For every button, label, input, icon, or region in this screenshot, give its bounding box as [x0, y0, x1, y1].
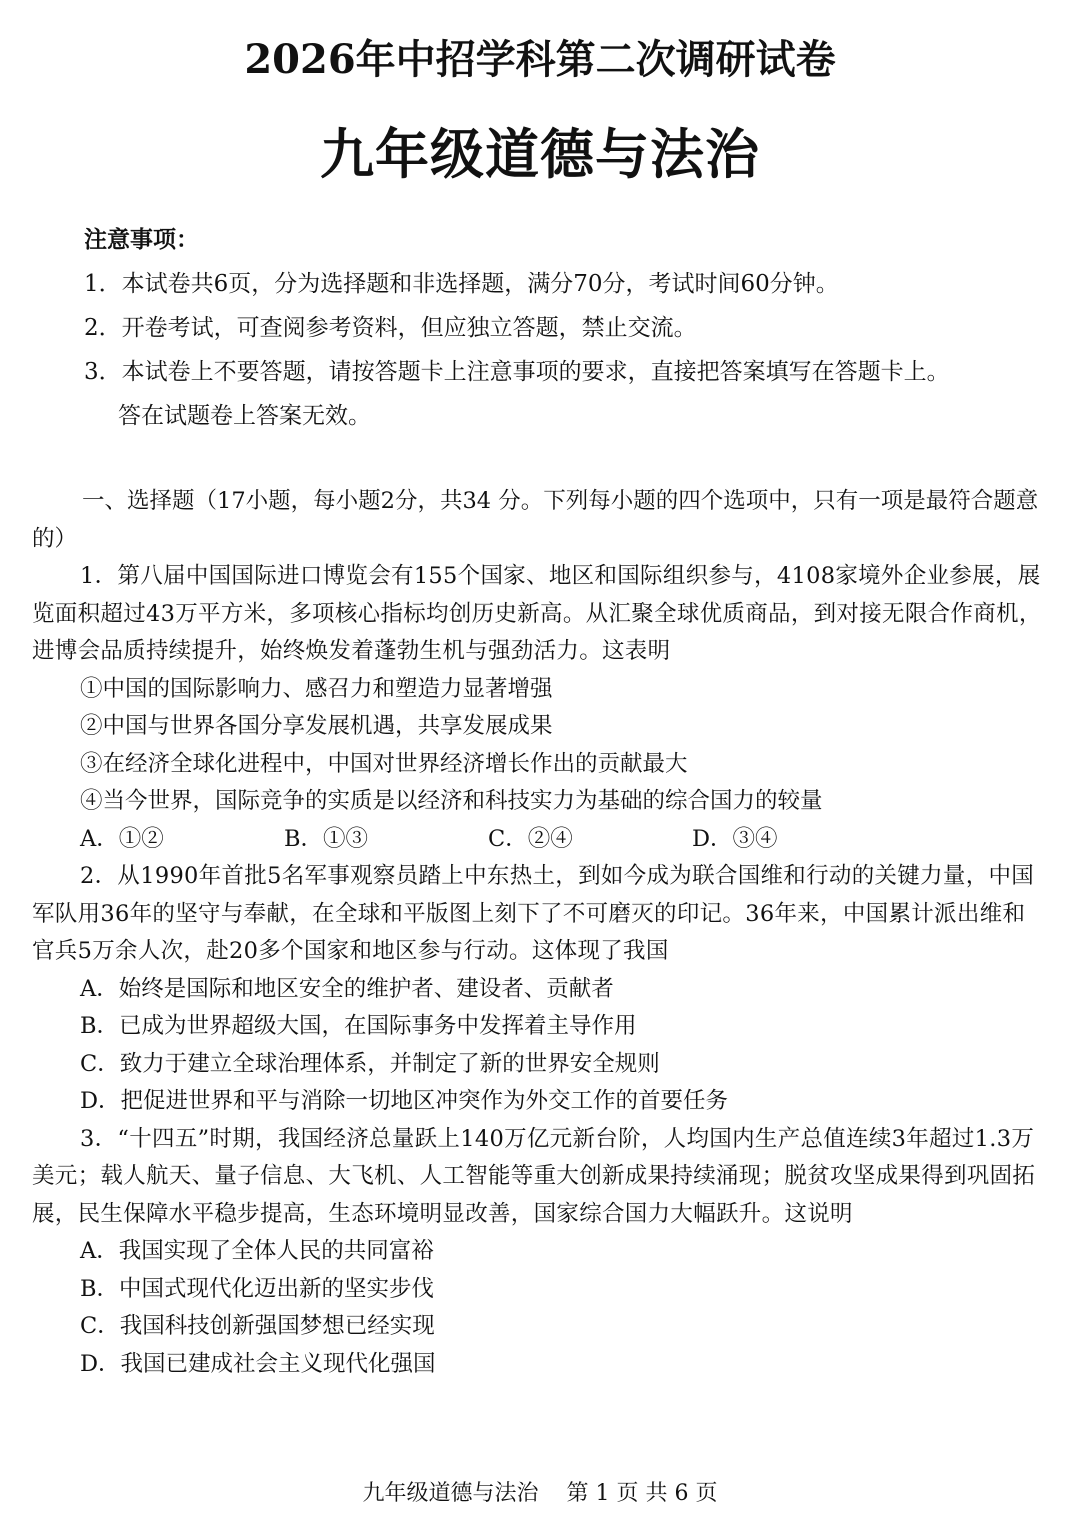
option: A．①②	[80, 825, 164, 852]
option: D．把促进世界和平与消除一切地区冲突作为外交工作的首要任务	[80, 1088, 729, 1114]
question-stem: 2．从1990年首批5名军事观察员踏上中东热土，到如今成为联合国维和行动的关键力量，中国军队用36年的坚守与奉献，在全球和平版图上刻下了不可磨灭的印记。36年来，中国累计派出维和官兵5万余人次，赴20多个国家和地区参与行动。这体现了我国	[32, 863, 1035, 964]
option: D．我国已建成社会主义现代化强国	[80, 1350, 436, 1377]
questions-area	[32, 482, 1042, 1383]
note-item: 1．本试卷共6页，分为选择题和非选择题，满分70分，考试时间60分钟。	[84, 271, 839, 297]
question-stem: 1．第八届中国国际进口博览会有155个国家、地区和国际组织参与，4108家境外企业参展，展览面积超过43万平方米，多项核心指标均创历史新高。从汇聚全球优质商品，到对接无限合作商机，进博会品质持续提升，始终焕发着蓬勃生机与强劲活力。这表明	[32, 563, 1042, 664]
statement: ①中国的国际影响力、感召力和塑造力显著增强	[80, 675, 553, 702]
option: B．①③	[284, 825, 369, 852]
option: C．我国科技创新强国梦想已经实现	[80, 1313, 435, 1339]
section-heading: 一、选择题（17小题，每小题2分，共34 分。下列每小题的四个选项中，只有一项是最符合题意的）	[32, 488, 1039, 552]
options-row	[32, 821, 1042, 859]
option: C．致力于建立全球治理体系，并制定了新的世界安全规则	[80, 1050, 660, 1077]
option: C．②④	[488, 825, 573, 852]
page-footer: 九年级道德与法治 第 1 页 共 6 页	[362, 1481, 718, 1506]
option: B．中国式现代化迈出新的坚实步伐	[80, 1275, 435, 1302]
statement: ④当今世界，国际竞争的实质是以经济和科技实力为基础的综合国力的较量	[80, 788, 823, 814]
subject-title: 九年级道德与法治	[320, 122, 760, 186]
question-2	[32, 858, 1042, 1121]
statement: ②中国与世界各国分享发展机遇，共享发展成果	[80, 713, 553, 739]
notes-section	[84, 218, 1044, 438]
note-item: 3．本试卷上不要答题，请按答题卡上注意事项的要求，直接把答案填写在答题卡上。	[84, 359, 950, 385]
note-item: 2．开卷考试，可查阅参考资料，但应独立答题，禁止交流。	[84, 315, 697, 341]
exam-title: 2026年中招学科第二次调研试卷	[244, 36, 836, 83]
statement: ③在经济全球化进程中，中国对世界经济增长作出的贡献最大	[80, 750, 688, 777]
question-stem: 3．“十四五”时期，我国经济总量跃上140万亿元新台阶，人均国内生产总值连续3年超过1.3万美元；载人航天、量子信息、大飞机、人工智能等重大创新成果持续涌现；脱贫攻坚成果得到巩固拓展，民生保障水平稳步提高，生态环境明显改善，国家综合国力大幅跃升。这说明	[32, 1125, 1036, 1227]
option: B．已成为世界超级大国，在国际事务中发挥着主导作用	[80, 1013, 637, 1039]
note-item-continuation: 答在试题卷上答案无效。	[118, 403, 371, 429]
option: D．③④	[692, 825, 778, 852]
option: A．始终是国际和地区安全的维护者、建设者、贡献者	[80, 975, 614, 1002]
question-1	[32, 558, 1042, 858]
notes-heading: 注意事项：	[84, 226, 199, 253]
question-3	[32, 1121, 1042, 1384]
option: A．我国实现了全体人民的共同富裕	[80, 1238, 434, 1264]
